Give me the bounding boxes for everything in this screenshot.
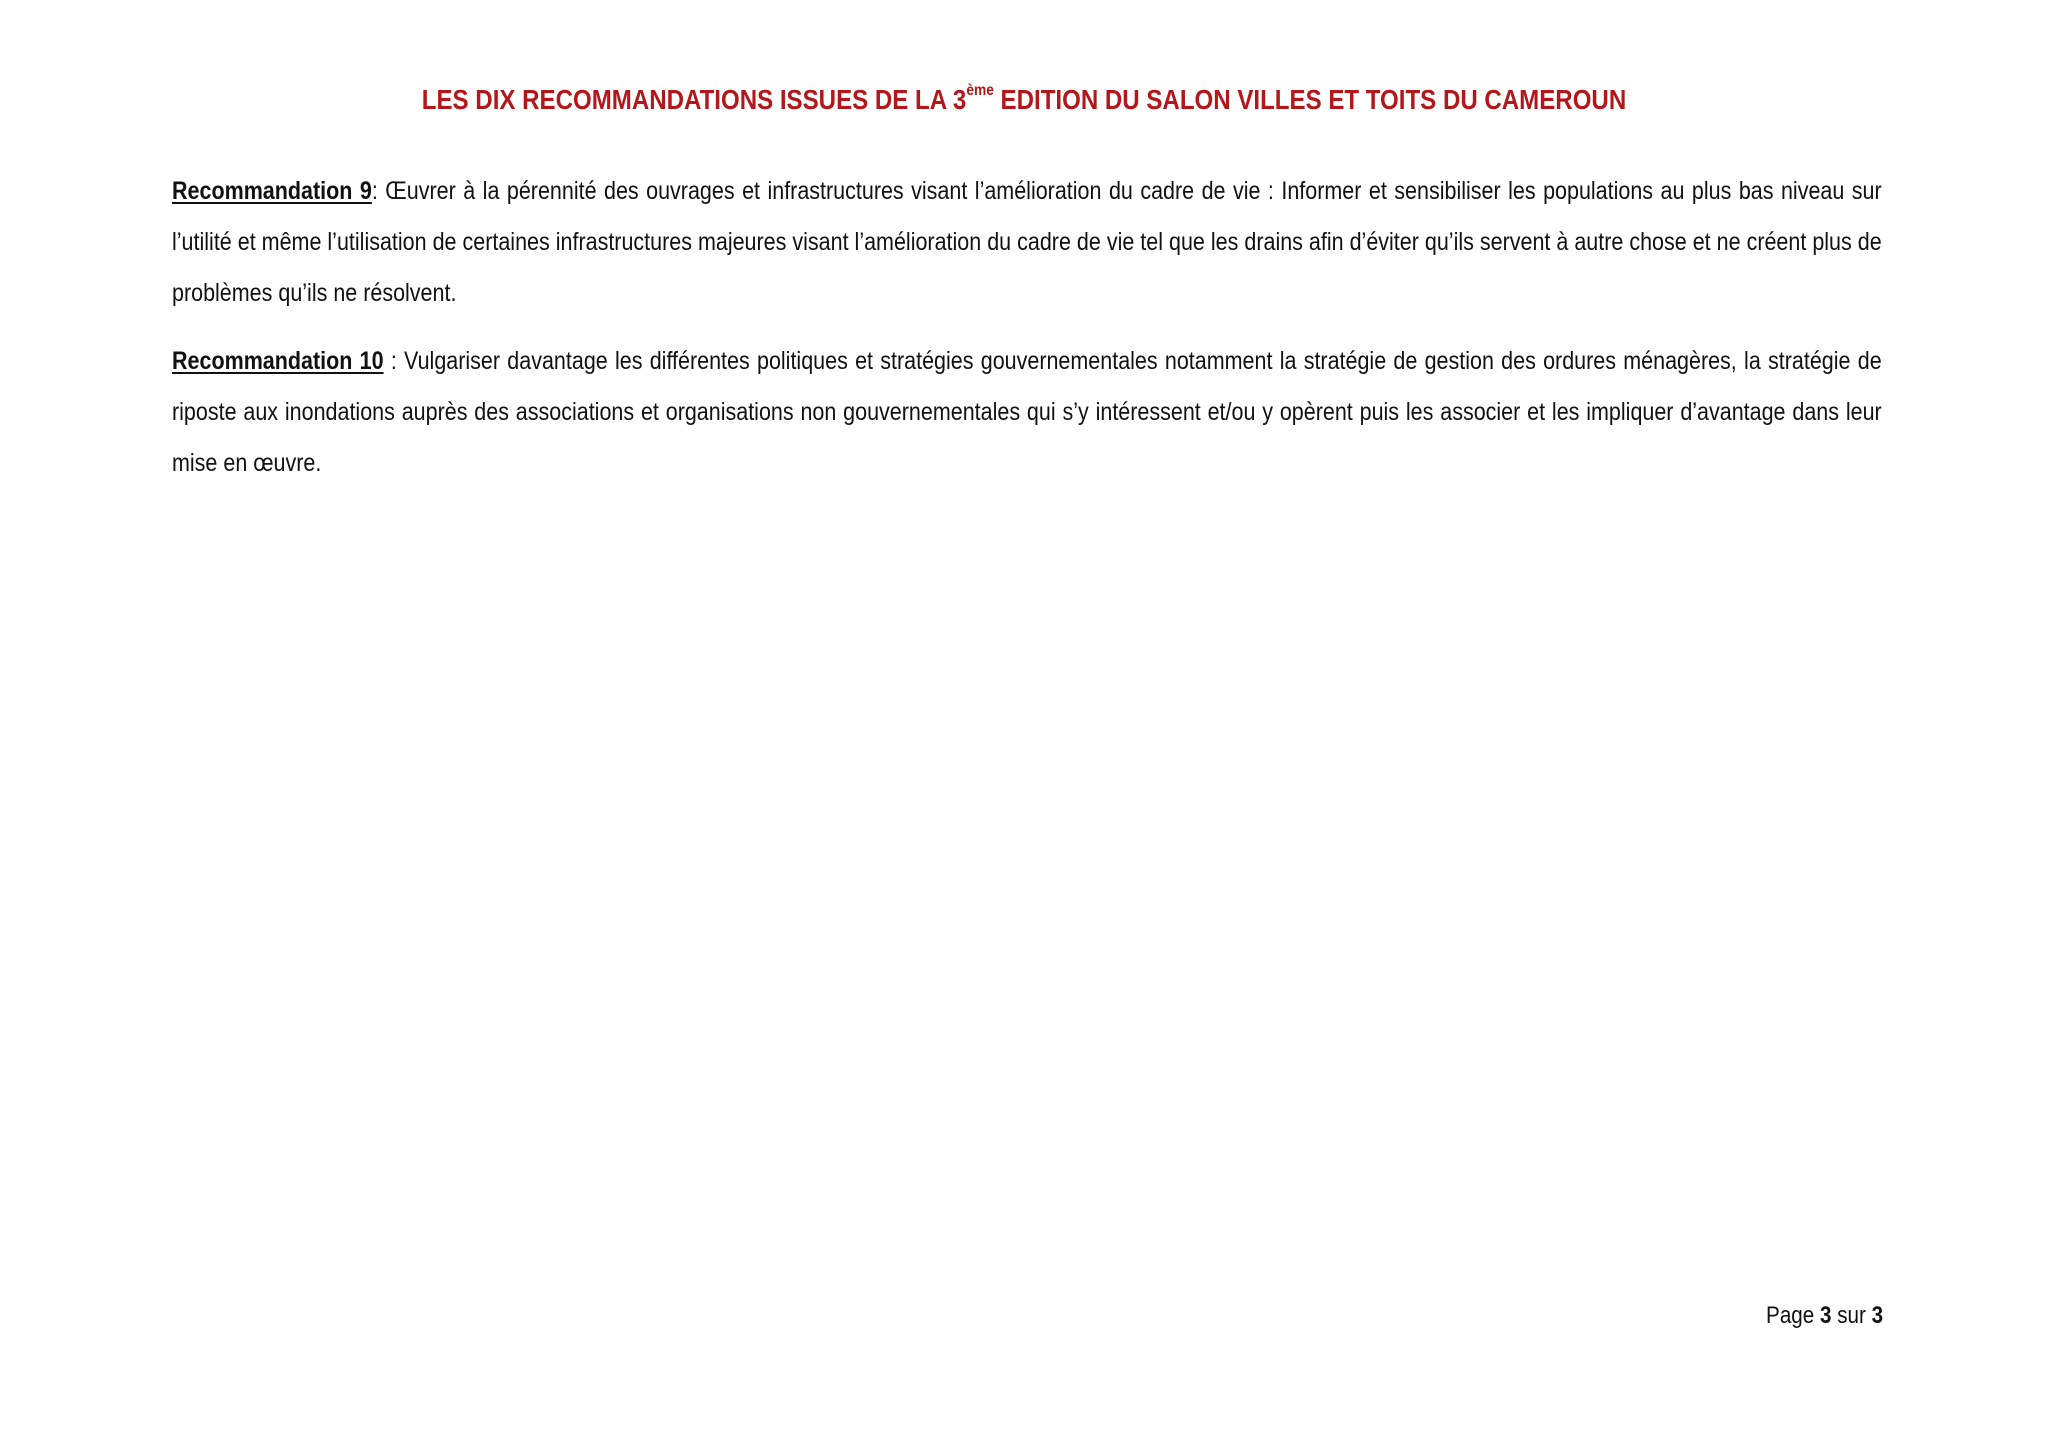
footer-of-word: sur [1831,1302,1872,1329]
document-body [172,166,1882,506]
recommendation-10-label: Recommandation 10 [172,347,384,375]
page-footer [1766,1302,1883,1330]
recommendation-9-paragraph [172,166,1882,319]
recommendation-9-text: Œuvrer à la pérennité des ouvrages et infrastructures visant l’amélioration du cadre de vie : Informer et sensibiliser les populations au plus bas niveau sur l’utilité et même l’utilisation de certaines infrastructures majeures visant l’amélioration du cadre de vie tel que les drains afin d’éviter qu’ils servent à autre chose et ne créent plus de problèmes qu’ils ne résolvent. [172,177,1882,307]
title-text-end: EDITION DU SALON VILLES ET TOITS DU CAMEROUN [993,84,1627,115]
page-title [143,84,1904,116]
recommendation-10-separator: : [383,347,405,375]
footer-total-pages: 3 [1871,1302,1883,1329]
footer-page-word: Page [1765,1302,1820,1329]
recommendation-10-text: Vulgariser davantage les différentes politiques et stratégies gouvernementales notamment la stratégie de gestion des ordures ménagères, la stratégie de riposte aux inondations auprès des associations et organisations non gouvernementales qui s’y intéressent et/ou y opèrent puis les associer et les impliquer d’avantage dans leur mise en œuvre. [172,347,1882,477]
recommendation-9-label: Recommandation 9 [172,177,372,205]
title-superscript: ème [966,82,994,99]
recommendation-10-paragraph [172,336,1882,489]
recommendation-9-separator: : [371,177,386,205]
title-text-start: LES DIX RECOMMANDATIONS ISSUES DE LA 3 [421,84,967,115]
footer-current-page: 3 [1819,1302,1832,1329]
